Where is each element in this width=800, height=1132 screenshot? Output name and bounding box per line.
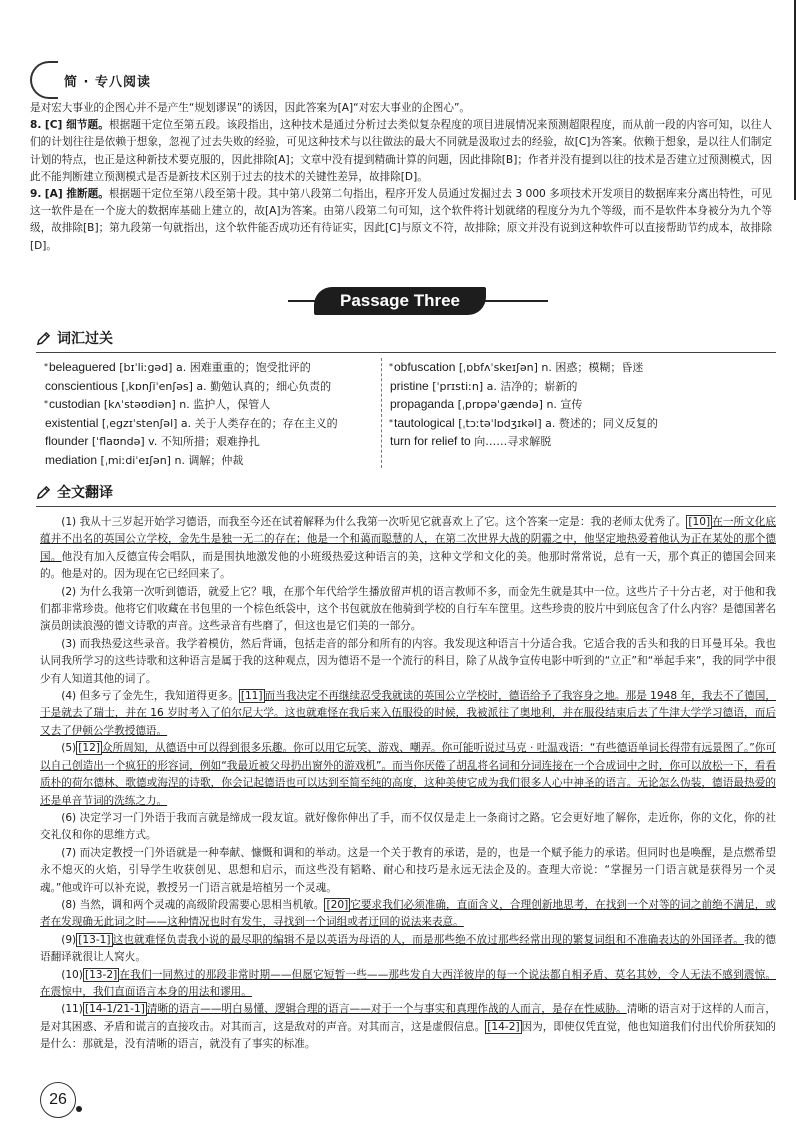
paragraph-2 bbox=[40, 584, 776, 636]
paragraph-text: 因为，即使仅凭直觉，他也知道我们付出代价所获知的是什么：那就是，没有清晰的语言，就没有了事实的标准。 bbox=[40, 1020, 777, 1051]
paragraph-text: (8) 当然，调和两个灵魂的高级阶段需要心思相当机敏。 bbox=[61, 898, 325, 911]
passage-banner bbox=[0, 284, 800, 318]
page-header bbox=[30, 58, 151, 102]
vocab-definition: n. 困惑；模糊；昏迷 bbox=[541, 361, 644, 374]
vocab-definition: n. 宣传 bbox=[546, 398, 583, 412]
vocab-entry bbox=[44, 432, 379, 451]
question-number: 8. bbox=[30, 119, 42, 132]
vocab-word: flounder bbox=[45, 434, 89, 449]
underlined-text: 在一所文化底蕴并不出名的英国公立学校，金先生是独一无二的存在；他是一个和蔼而聪慧的人，在第二次世界大战的阴霾之中，他坚定地热爱着他认为正在某处的那个德国。 bbox=[40, 516, 776, 563]
question-ref-tag: [13-2] bbox=[84, 968, 118, 981]
vocab-column-right bbox=[389, 358, 774, 451]
question-number: 9. bbox=[30, 188, 42, 201]
vocab-entry bbox=[44, 377, 379, 396]
question-ref-tag: [20] bbox=[326, 898, 349, 911]
translation-title: 全文翻译 bbox=[57, 485, 113, 501]
vocab-word: mediation bbox=[45, 452, 98, 467]
vocab-heading bbox=[36, 328, 113, 348]
paragraph-3 bbox=[40, 636, 776, 688]
vocab-phonetic: [ˌprɒpəˈgændə] bbox=[457, 398, 543, 412]
vocab-divider bbox=[381, 358, 382, 468]
paragraph-text: (1) 我从十三岁起开始学习德语，而我至今还在试着解释为什么我第一次听见它就喜欢上了它。这个答案一定是：我的老师太优秀了。 bbox=[61, 516, 687, 528]
translation-rule bbox=[36, 506, 776, 507]
answer-q9 bbox=[30, 186, 772, 255]
passage-title: Passage Three bbox=[314, 287, 486, 315]
vocab-word: obfuscation bbox=[394, 360, 456, 374]
underlined-text: 在我们一同熬过的那段非常时期——但愿它短暂一些——那些发自大西洋彼岸的每一个说法都自相矛盾、莫名其妙，令人无法不感到震惊。在震惊中，我们直面语言本身的用法和谬用。 bbox=[40, 968, 776, 998]
vocab-entry bbox=[44, 414, 379, 433]
vocab-phonetic: [bɪˈliːgəd] bbox=[119, 361, 173, 374]
binding-rule bbox=[794, 0, 796, 200]
paragraph-text: 清晰的语言对于这样的人而言，是对其困惑、矛盾和谎言的直接攻击。对其而言，这是敌对的声音。对其而言，这是虚假信息。 bbox=[40, 1003, 776, 1033]
answer-q8 bbox=[30, 117, 772, 186]
underlined-text: 而当我决定不再继续忍受我就读的英国公立学校时，德语给予了我容身之地。那是 1948 年，我去不了德国，于是就去了瑞士，并在 16 岁时考入了伯尔尼大学。这也就难怪在我后来入伍服役的时候，我被派往了奥地利，并在服役结束后去了牛津大学学习德语，而后又去了伊顿公学教授德语。 bbox=[40, 690, 776, 737]
underlined-text: 众所周知，从德语中可以得到很多乐趣。你可以用它玩笑、游戏、嘲弄。你可能听说过马克 · 吐温戏语：“有些德语单词长得带有远景图了。”你可以自己创造出一个疯狂的形容词，例如“我最近被父母扔出窗外的游戏机”。而当你厌倦了胡乱将名词和分词连接在一个合成词中之时，你可以放松一下，看看质朴的荷尔德林、歌德或海涅的诗歌，你会记起德语也可以达到至简至纯的高度，这种美使它成为我们很多人心中神圣的语言。无论怎么伪装，德语最热爱的还是单音节词的洗练之力。 bbox=[40, 742, 776, 807]
paragraph-text: (4) 但多亏了金先生，我知道得更多。 bbox=[61, 690, 239, 703]
vocab-word: custodian bbox=[49, 397, 101, 412]
question-ref-tag: [10] bbox=[688, 516, 711, 528]
vocab-column-left bbox=[44, 358, 379, 470]
vocab-word: tautological bbox=[394, 415, 455, 430]
paragraph-8 bbox=[40, 897, 776, 932]
answer-text: 根据题干定位至第五段。该段指出，这种技术是通过分析过去类似复杂程度的项目进展情况来预测超限程度，而从前一段的内容可知，以往人们的计划往往是依赖于想象，忽视了过去失败的经验，可见这种技术与以往做法的最大不同就是汲取过去的经验，故[C]为答案。依赖于想象，是以往人们制定计划的特点，也正是这种新技术要克服的，因此排除[A]；文章中没有提到精确计算的问题，因此排除[B]；作者并没有提到以往的技术是否建立过预测模式，因此不能判断建立预测模式是否是新技术区别于过去的技术的关键性差异，故排除[D]。 bbox=[30, 119, 773, 183]
vocab-phonetic: [ˈprɪstiːn] bbox=[432, 379, 484, 393]
vocab-entry bbox=[44, 358, 379, 377]
translation-body bbox=[40, 514, 776, 1054]
page-number-dot bbox=[76, 1106, 82, 1112]
answer-text: 根据题干定位至第八段至第十段。其中第八段第二句指出，程序开发人员通过发掘过去 3 000 多项技术开发项目的数据库来分离出特性，可见这一软件是在一个庞大的数据库基础上建立的，故[A]为答案。由第八段第二句可知，这个软件将计划就绪的程度分为九个等级，而不是软件本身被分为九个等级，故排除[B]；第九段第一句就指出，这个软件能否成功还有待证实，因此[C]与原文不符，故排除；原文并没有说到这种软件可以直接帮助节约成本，故排除[D]。 bbox=[30, 188, 772, 252]
header-arc-icon bbox=[30, 61, 58, 99]
vocab-title: 词汇过关 bbox=[57, 331, 113, 347]
vocab-definition: a. 洁净的；崭新的 bbox=[486, 379, 578, 393]
vocab-star: * bbox=[389, 362, 393, 371]
answer-intro-text: 是对宏大事业的企图心并不是产生“规划谬误”的诱因，因此答案为[A]“对宏大事业的企图心”。 bbox=[30, 102, 471, 114]
question-ref-tag: [13-1] bbox=[78, 933, 111, 946]
vocab-phonetic: [ˌɒbfʌˈskeɪʃən] bbox=[458, 361, 538, 374]
vocab-definition: n. 调解；仲裁 bbox=[174, 453, 244, 467]
page-number: 26 bbox=[40, 1082, 76, 1118]
vocab-definition: a. 关于人类存在的；存在主义的 bbox=[180, 416, 338, 430]
vocab-rule bbox=[36, 352, 776, 353]
vocab-entry bbox=[389, 414, 774, 433]
vocab-phonetic: [kʌˈstəʊdiən] bbox=[103, 398, 176, 412]
paragraph-text: (6) 决定学习一门外语于我而言就是缔成一段友谊。就好像你伸出了手，而不仅仅是走上一条商讨之路。它会更好地了解你，走近你，你的文化，你的社交礼仪和你的思维方式。 bbox=[40, 811, 776, 842]
paragraph-text: 他没有加入反德宣传会唱队，而是围执地激发他的小班级热爱这种语言的美，这种文学和文化的美。他那时常常说，总有一天，那个真正的德国会回来的。他是对的。因为现在它已经回来了。 bbox=[40, 550, 776, 581]
vocab-definition: a. 赘述的；同义反复的 bbox=[545, 416, 658, 430]
paragraph-5 bbox=[40, 740, 776, 810]
vocab-word: beleaguered bbox=[49, 360, 116, 374]
vocab-definition: n. 监护人，保管人 bbox=[179, 398, 271, 412]
paragraph-7 bbox=[40, 845, 776, 897]
vocab-entry bbox=[389, 358, 774, 377]
paragraph-text: (7) 而决定教授一门外语就是一种奉献、慷慨和调和的举动。这是一个关于教育的承诺，是的，也是一个赋予能力的承诺。但同时也是唤醒，是点燃希望永不熄灭的火焰，引导学生收获创见、思想和启示，而这些没有韬略、耐心和技巧是永远无法企及的。查理大帝说：“掌握另一门语言就是获得另一个灵魂。”他或许可以补充说，教授另一门语言就是培植另一个灵魂。 bbox=[40, 846, 776, 894]
paragraph-text: (9) bbox=[61, 933, 77, 946]
underlined-text: 它要求我们必须准确，直面含义，合理创新地思考，在找到一个对等的词之前绝不满足，或者在发现确无此词之时——这种情况也时有发生，寻找到一个词组或者迂回的说法来表意。 bbox=[40, 898, 777, 929]
vocab-star: * bbox=[44, 362, 48, 371]
paragraph-text: 我的德语翻译就很让人窝火。 bbox=[40, 933, 776, 964]
vocab-phonetic: [ˌkɒnʃiˈenʃəs] bbox=[121, 379, 193, 393]
vocab-entry bbox=[389, 395, 774, 414]
vocab-star: * bbox=[389, 417, 393, 427]
vocab-word: propaganda bbox=[390, 397, 455, 412]
paragraph-text: (3) 而我热爱这些录音。我学着模仿，然后背诵，包括走音的部分和所有的内容。我发现这种语言十分适合我。它适合我的舌头和我的日耳曼耳朵。我也认同我所学习的这些诗歌和这种语言是属于我的这种观点，因为德语不是一个流行的科目，除了从战争宣传电影中听到的“立正”和“举起手来”，我的同学中很少有人知道其他的词了。 bbox=[40, 637, 776, 685]
vocab-definition: v. 不知所措；艰难挣扎 bbox=[148, 435, 260, 449]
vocab-word: existential bbox=[45, 415, 99, 430]
paragraph-text: (5) bbox=[61, 742, 77, 755]
underlined-text: 清晰的语言——明白易懂、逻辑合理的语言——对于一个与事实和真理作战的人而言，是存在性威胁。 bbox=[146, 1003, 627, 1016]
translation-heading bbox=[36, 482, 113, 502]
pencil-icon bbox=[36, 485, 51, 500]
answer-intro bbox=[30, 100, 772, 117]
paragraph-4 bbox=[40, 688, 776, 740]
paragraph-text: (10) bbox=[61, 968, 83, 981]
paragraph-text: (2) 为什么我第一次听到德语，就爱上它？哦，在那个年代给学生播放留声机的语言教师不多，而金先生就是其中一位。这些片子十分古老，对于他和我们都非常珍贵。他将它们收藏在书包里的一个棕色纸袋中，这个书包就放在他骑到学校的自行车车筐里。这些珍贵的胶片中到底包含了什么内容？是德国著名演员朗读浪漫的德文诗歌的声音。这些录音有些磨了，但这也是它们美的一部分。 bbox=[40, 585, 776, 633]
answer-tag: [C] 细节题。 bbox=[44, 119, 109, 132]
vocab-phonetic: [ˈflaʊndə] bbox=[91, 435, 145, 449]
vocab-definition: a. 困难重重的；饱受批评的 bbox=[175, 361, 311, 374]
vocab-phonetic: [ˌmiːdiˈeɪʃən] bbox=[100, 453, 171, 467]
vocab-entry bbox=[389, 377, 774, 396]
header-title: 简 · 专八阅读 bbox=[64, 74, 151, 90]
underlined-text: 这也就难怪负责我小说的最尽职的编辑不是以英语为母语的人，而是那些绝不放过那些经常出现的繁复词组和不准确表达的外国译者。 bbox=[112, 933, 744, 946]
paragraph-9 bbox=[40, 932, 776, 967]
vocab-entry bbox=[44, 395, 379, 414]
question-ref-tag: [11] bbox=[240, 690, 263, 703]
vocab-star: * bbox=[44, 399, 48, 409]
paragraph-11 bbox=[40, 1001, 776, 1053]
paragraph-10 bbox=[40, 967, 776, 1002]
question-ref-tag: [12] bbox=[78, 742, 100, 755]
vocab-phonetic: [ˌegzɪˈstenʃəl] bbox=[101, 416, 178, 430]
question-ref-tag: [14-2] bbox=[487, 1020, 520, 1033]
paragraph-6 bbox=[40, 810, 776, 845]
vocab-word: turn for relief to bbox=[390, 434, 471, 449]
answer-tag: [A] 推断题。 bbox=[44, 188, 109, 201]
paragraph-1 bbox=[40, 514, 776, 584]
question-ref-tag: [14-1/21-1] bbox=[84, 1003, 145, 1016]
vocab-definition: a. 勤勉认真的；细心负责的 bbox=[196, 379, 332, 393]
vocab-phonetic: [ˌtɔːtəˈlɒdʒɪkəl] bbox=[458, 416, 542, 430]
vocab-entry bbox=[44, 451, 379, 470]
vocab-definition: 向……寻求解脱 bbox=[474, 435, 552, 449]
vocab-word: conscientious bbox=[45, 378, 118, 393]
paragraph-text: (11) bbox=[61, 1003, 83, 1016]
answer-explanations bbox=[30, 100, 772, 255]
vocab-word: pristine bbox=[390, 378, 429, 393]
pencil-icon bbox=[36, 331, 51, 346]
vocab-entry bbox=[389, 432, 774, 451]
